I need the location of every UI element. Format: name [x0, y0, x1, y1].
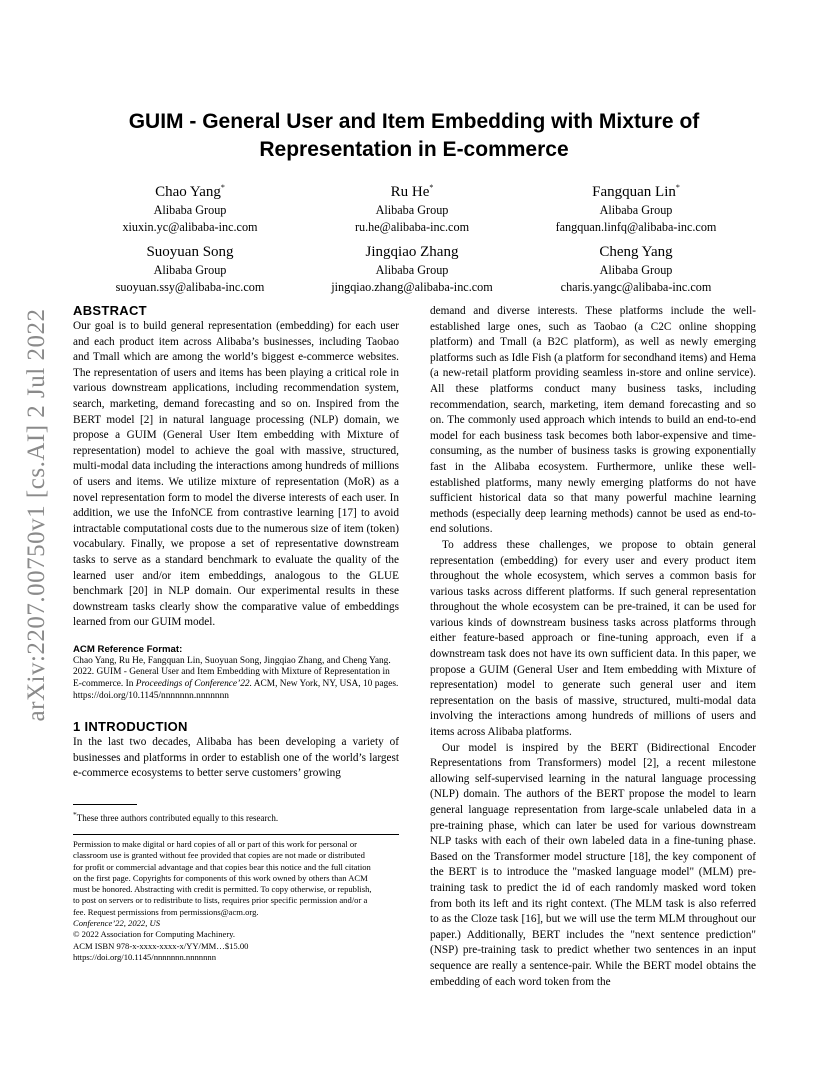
author-email: suoyuan.ssy@alibaba-inc.com — [115, 280, 265, 294]
introduction-paragraph: In the last two decades, Alibaba has been developing a variety of businesses and platforms in order to establish one of the world’s largest e-commerce ecosystems to better serve customers’ growing — [73, 736, 399, 780]
intro-paragraph-continued: demand and diverse interests. These platforms include the well-established large ones, such as Taobao (a C2C online shopping platform) and Tmall (a B2C platform), as well as newly emerging platforms such as Idle Fish (a platform for secondhand items) and Hema (a new-retail platform providing seamless in-store and online service). All these platforms conduct many business tasks, including recommendation, search, marketing, item demand forecasting and so on. The commonly used approach which intends to build an end-to-end model for each business task becomes both labor-expensive and time-consuming, as the number of business tasks is growing exponentially fast in the Alibaba ecosystem. Furthermore, unlike these well-established platforms, many newly emerging platforms do not have sufficient historical data so that many powerful machine learning methods (especially deep learning methods) cannot be used as end-to-end solutions. — [430, 305, 756, 536]
footnote: *These three authors contributed equally to this research. — [73, 810, 279, 823]
permission-line: must be honored. Abstracting with credit is permitted. To copy otherwise, or republish, — [73, 884, 372, 895]
author-block — [302, 178, 522, 236]
permission-line: classroom use is granted without fee provided that copies are not made or distributed — [73, 850, 365, 861]
author-affiliation: Alibaba Group — [153, 203, 227, 217]
permission-line: for profit or commercial advantage and that copies bear this notice and the full citation — [73, 861, 371, 872]
acm-reference-venue: Proceedings of Conference’22. — [135, 679, 252, 690]
author-affiliation: Alibaba Group — [153, 263, 227, 277]
arxiv-stamp-text: arXiv:2207.00750v1 [cs.AI] 2 Jul 2022 — [23, 308, 50, 722]
doi-line: https://doi.org/10.1145/nnnnnnn.nnnnnnn — [73, 951, 216, 962]
author-block — [526, 178, 746, 236]
equal-contribution-mark: * — [220, 183, 225, 192]
copyright-line: © 2022 Association for Computing Machinery. — [73, 929, 236, 940]
right-column — [430, 304, 756, 990]
permission-line: Permission to make digital or hard copies of all or part of this work for personal or — [73, 839, 358, 849]
paper-title — [60, 108, 768, 164]
author-email: jingqiao.zhang@alibaba-inc.com — [331, 280, 493, 294]
author-name: Cheng Yang — [599, 244, 673, 260]
author-block — [302, 242, 522, 296]
conference-line: Conference’22, 2022, US — [73, 918, 161, 929]
author-name: Jingqiao Zhang — [365, 244, 459, 260]
introduction-heading: 1 INTRODUCTION — [73, 719, 188, 735]
permission-rule — [73, 834, 399, 835]
author-affiliation: Alibaba Group — [375, 263, 449, 277]
author-block — [80, 178, 300, 236]
acm-reference-heading: ACM Reference Format: — [73, 643, 183, 655]
arxiv-stamp — [22, 310, 52, 720]
author-name: Ru He — [390, 184, 430, 200]
intro-paragraph: Our model is inspired by the BERT (Bidirectional Encoder Representations from Transformers) model [2], a recent milestone allowing self-supervised learning in the natural language processing (NLP) domain. The authors of the BERT propose the model to learn general language representation from large-scale unlabeled data in a pre-training phase, which can later be used for various downstream NLP tasks with each of their own labeled data in a fine-tuning phase. Based on the Transformer model structure [18], the key component of the BERT is to introduce the "masked language model" (MLM) pre-training task to predict the id of each randomly masked word token from both its left and its right context. (The MLM task is also referred to as the Cloze task [16], but we will use the term MLM throughout our paper.) Additionally, BERT includes the "next sentence prediction" (NSP) pre-training task to predict whether two sentences in an input sequence are really a sentence-pair. While the BERT model obtains the embedding of each word token from the — [430, 741, 756, 988]
author-email: fangquan.linfq@alibaba-inc.com — [555, 220, 717, 234]
acm-reference-text — [73, 656, 399, 702]
footnote-text: These three authors contributed equally to this research. — [76, 813, 279, 823]
author-block — [80, 242, 300, 296]
author-name: Chao Yang — [155, 184, 221, 200]
author-name: Fangquan Lin — [592, 184, 676, 200]
equal-contribution-mark: * — [429, 183, 434, 192]
abstract-text: Our goal is to build general representation (embedding) for each user and each product item across Alibaba’s businesses, including Taobao and Tmall which are among the world’s biggest e-commerce websites. The representation of users and items has been playing a critical role in various downstream applications, including recommendation system, search, marketing, demand forecasting and so on. Inspired from the BERT model [2] in natural language processing (NLP) domain, we propose a GUIM (General User Item embedding with Mixture of representation) model to achieve the goal with massive, structured, multi-modal data including the interactions among hundreds of millions of users and items. We utilize mixture of representation (MoR) as a novel representation form to model the diverse interests of each user. In addition, we use the InfoNCE from contrastive learning [17] to avoid intractable computational costs due to the numerous size of item (token) vocabulary. Finally, we propose a set of representative downstream tasks to serve as a standard benchmark to evaluate the quality of the learned user and/or item embeddings, analogous to the GLUE benchmark [20] in NLP domain. Our experimental results in these downstream tasks clearly show the comparative value of embeddings learned from our GUIM model. — [73, 320, 399, 629]
abstract-heading: ABSTRACT — [73, 303, 147, 318]
intro-paragraph: To address these challenges, we propose to obtain general representation (embedding) for every user and every product item throughout the whole ecosystem, which serves a common basis for various tasks across different platforms. If such general representation throughout the whole ecosystem can be pre-trained, it can be used for various kinds of downstream business tasks across platforms through either feature-based approach or fine-tuning approach, even if a downstream task does not have its own sufficient data. In this paper, we propose a GUIM (General User and Item embedding with Mixture of representation) model to generate such general user and item representation on the basis of massive, structured, multi-modal data involving the interactions among hundreds of millions of users and items across Alibaba platforms. — [430, 538, 756, 739]
title-line-1: GUIM - General User and Item Embedding with Mixture of — [128, 110, 700, 133]
author-name: Suoyuan Song — [146, 244, 234, 260]
author-email: ru.he@alibaba-inc.com — [354, 220, 470, 234]
acm-reference-authors: Chao Yang, Ru He, Fangquan Lin, Suoyuan Song, Jingqiao Zhang, and Cheng Yang. 2022. GUIM - General User and Item Embedding with Mixture of Representation in E-commerce. In — [73, 655, 391, 690]
permission-line: fee. Request permissions from permissions@acm.org. — [73, 906, 259, 917]
author-affiliation: Alibaba Group — [375, 203, 449, 217]
footnote-rule — [73, 804, 137, 805]
author-affiliation: Alibaba Group — [599, 203, 673, 217]
permission-block — [73, 839, 399, 963]
isbn-line: ACM ISBN 978-x-xxxx-xxxx-x/YY/MM…$15.00 — [73, 940, 249, 951]
title-line-2: Representation in E-commerce — [259, 138, 569, 161]
author-affiliation: Alibaba Group — [599, 263, 673, 277]
author-email: charis.yangc@alibaba-inc.com — [560, 280, 712, 294]
author-email: xiuxin.yc@alibaba-inc.com — [122, 220, 258, 234]
permission-line: on the first page. Copyrights for components of this work owned by others than ACM — [73, 872, 368, 883]
permission-line: to post on servers or to redistribute to lists, requires prior specific permission and/or a — [73, 895, 368, 906]
acm-reference-tail: ACM, New York, NY, USA, 10 pages. https://doi.org/10.1145/nnnnnnn.nnnnnnn — [73, 679, 399, 701]
author-block — [526, 242, 746, 296]
equal-contribution-mark: * — [675, 183, 680, 192]
left-column — [73, 302, 399, 782]
